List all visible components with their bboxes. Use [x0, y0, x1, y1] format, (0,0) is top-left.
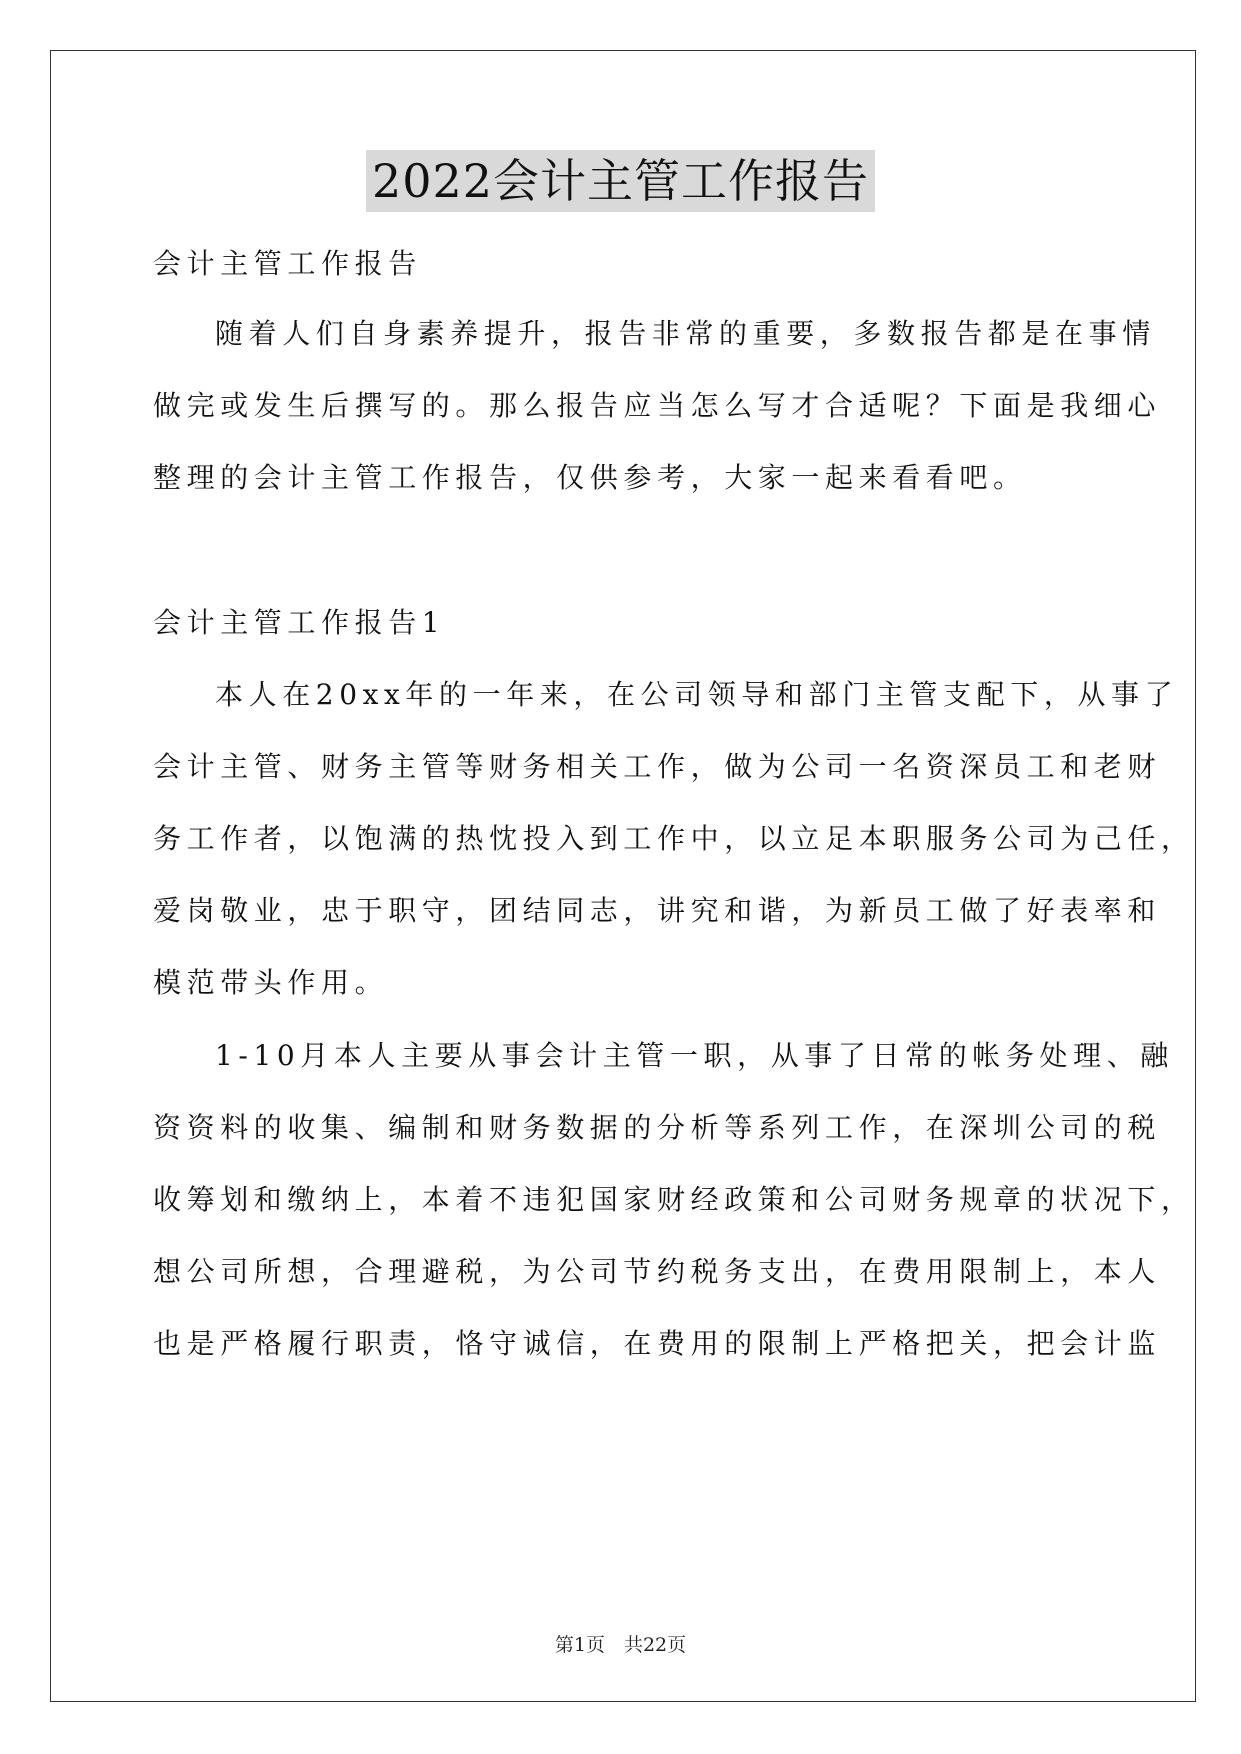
paragraph-line: 做完或发生后撰写的。那么报告应当怎么写才合适呢？下面是我细心 — [153, 389, 1162, 422]
paragraph-line: 收筹划和缴纳上，本着不违犯国家财经政策和公司财务规章的状况下， — [153, 1183, 1195, 1216]
page-indicator: 第1页 共22页 — [554, 1634, 687, 1656]
paragraph-line: 务工作者，以饱满的热忱投入到工作中，以立足本职服务公司为己任， — [153, 822, 1195, 855]
paragraph-line: 整理的会计主管工作报告，仅供参考，大家一起来看看吧。 — [153, 461, 1027, 494]
paragraph-line: 资资料的收集、编制和财务数据的分析等系列工作，在深圳公司的税 — [153, 1111, 1162, 1144]
page-border — [50, 50, 1196, 1702]
paragraph-line: 随着人们自身素养提升，报告非常的重要，多数报告都是在事情 — [215, 317, 1156, 350]
paragraph-line: 模范带头作用。 — [153, 966, 389, 999]
title-container — [0, 150, 1241, 212]
section-heading: 会计主管工作报告1 — [153, 606, 446, 639]
document-title: 2022会计主管工作报告 — [366, 150, 875, 212]
paragraph-line: 会计主管、财务主管等财务相关工作，做为公司一名资深员工和老财 — [153, 750, 1162, 783]
paragraph-line: 1-10月本人主要从事会计主管一职，从事了日常的帐务处理、融 — [215, 1039, 1174, 1072]
paragraph-line: 也是严格履行职责，恪守诚信，在费用的限制上严格把关，把会计监 — [153, 1327, 1162, 1360]
paragraph-line: 想公司所想，合理避税，为公司节约税务支出，在费用限制上，本人 — [153, 1255, 1162, 1288]
paragraph-line: 本人在20xx年的一年来，在公司领导和部门主管支配下，从事了 — [215, 678, 1179, 711]
paragraph-line: 爱岗敬业，忠于职守，团结同志，讲究和谐，为新员工做了好表率和 — [153, 894, 1162, 927]
section-heading: 会计主管工作报告 — [153, 247, 422, 280]
